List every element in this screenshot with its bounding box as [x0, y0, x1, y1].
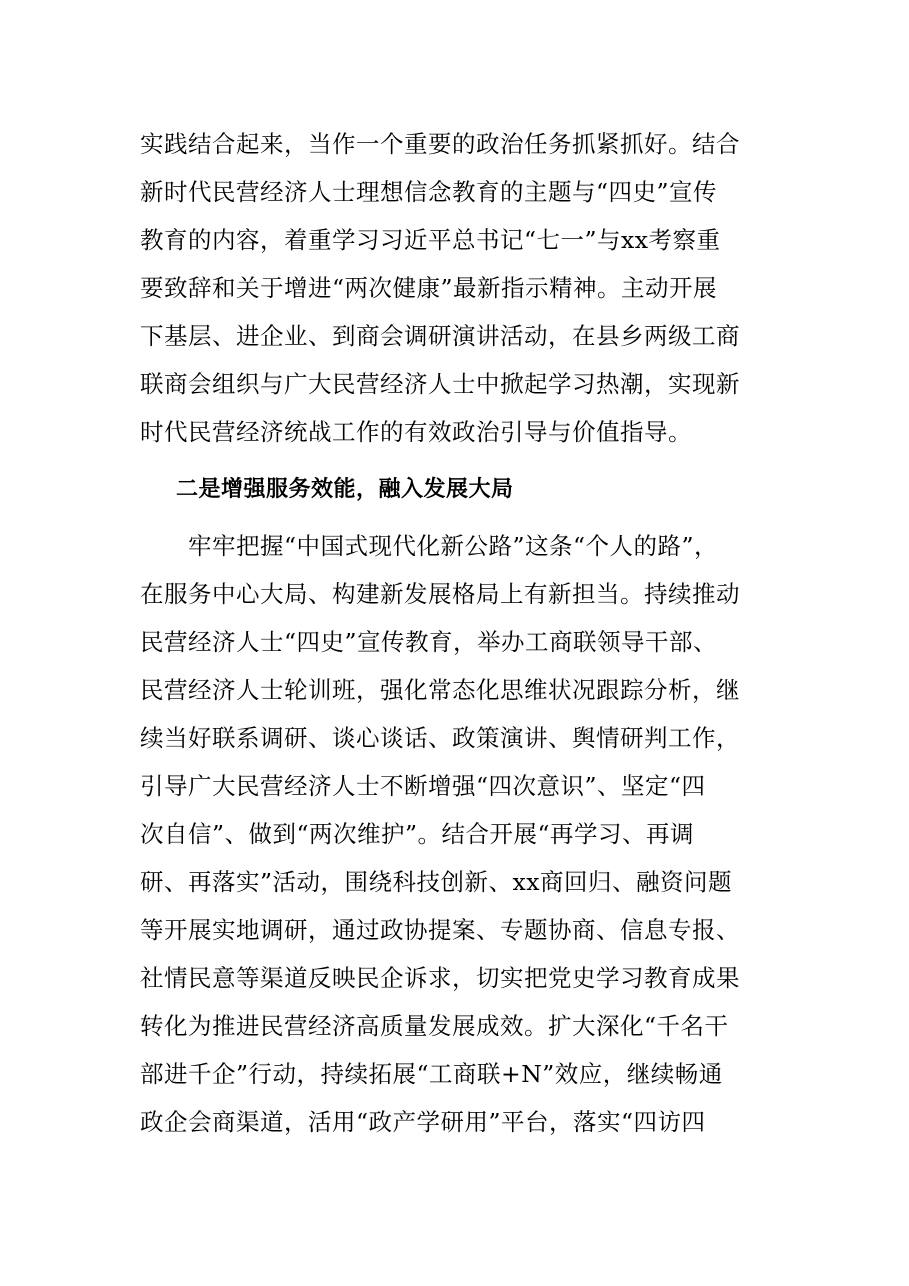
paragraph-line: 要致辞和关于增进“两次健康”最新指示精神。主动开展: [140, 274, 718, 302]
paragraph-line: 社情民意等渠道反映民企诉求，切实把党史学习教育成果: [140, 964, 740, 992]
paragraph-line: 民营经济人士轮训班，强化常态化思维状况跟踪分析，继: [140, 676, 740, 704]
paragraph-line: 转化为推进民营经济高质量发展成效。扩大深化“千名干: [140, 1012, 729, 1040]
paragraph-line: 教育的内容，着重学习习近平总书记“七一”与xx考察重: [140, 226, 721, 254]
paragraph-line: 实践结合起来，当作一个重要的政治任务抓紧抓好。结合: [140, 130, 740, 158]
paragraph-1: [140, 120, 770, 456]
paragraph-line: 在服务中心大局、构建新发展格局上有新担当。持续推动: [140, 580, 740, 608]
paragraph-2: [140, 522, 770, 1146]
paragraph-line: 民营经济人士“四史”宣传教育，举办工商联领导干部、: [140, 628, 718, 656]
paragraph-line: 时代民营经济统战工作的有效政治引导与价值指导。: [140, 418, 692, 446]
paragraph-line: 引导广大民营经济人士不断增强“四次意识”、坚定“四: [140, 772, 706, 800]
paragraph-line: 续当好联系调研、谈心谈话、政策演讲、舆情研判工作，: [140, 724, 740, 752]
paragraph-line: 等开展实地调研，通过政协提案、专题协商、信息专报、: [140, 916, 740, 944]
paragraph-line: 联商会组织与广大民营经济人士中掀起学习热潮，实现新: [140, 370, 740, 398]
paragraph-line: 下基层、进企业、到商会调研演讲活动，在县乡两级工商: [140, 322, 740, 350]
paragraph-line: 研、再落实”活动，围绕科技创新、xx商回归、融资问题: [140, 868, 733, 896]
paragraph-line: 牢牢把握“中国式现代化新公路”这条“个人的路”，: [140, 532, 719, 560]
paragraph-line: 政企会商渠道，活用“政产学研用”平台，落实“四访四: [140, 1108, 706, 1136]
paragraph-line: 新时代民营经济人士理想信念教育的主题与“四史”宣传: [140, 178, 718, 206]
paragraph-line: 次自信”、做到“两次维护”。结合开展“再学习、再调: [140, 820, 695, 848]
paragraph-line: 部进千企”行动，持续拓展“工商联+N”效应，继续畅通: [140, 1060, 723, 1088]
section-heading: 二是增强服务效能，融入发展大局: [176, 477, 514, 502]
